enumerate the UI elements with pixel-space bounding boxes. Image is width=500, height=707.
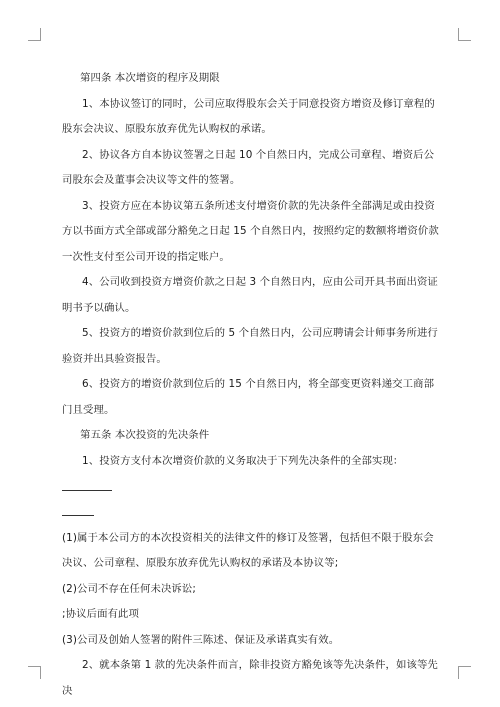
article4-item-3: 3、投资方应在本协议第五条所述支付增资价款的先决条件全部满足或由投资方以书面方式全部或部分豁免之日起 15 个自然日内，按照约定的数额将增资价款一次性支付至公司开设的指定账户。 xyxy=(62,199,439,263)
condition-2: (2)公司不存在任何未决诉讼; xyxy=(62,582,197,595)
document-body xyxy=(62,66,440,704)
article4-item-1: 1、本协议签订的同时，公司应取得股东会关于同意投资方增资及修订章程的股东会决议、原股东放弃优先认购权的承诺。 xyxy=(62,97,435,135)
condition-3: (3)公司及创始人签署的附件三陈述、保证及承诺真实有效。 xyxy=(62,633,340,646)
condition-1: (1)属于本公司方的本次投资相关的法律文件的修订及签署，包括但不限于股东会决议、公司章程、原股东放弃优先认购权的承诺及本协议等; xyxy=(62,531,434,569)
crop-mark-bottom-right xyxy=(458,666,471,679)
fill-in-blank xyxy=(62,478,112,491)
article4-item-5: 5、投资方的增资价款到位后的 5 个自然日内，公司应聘请会计师事务所进行验资并出具验资报告。 xyxy=(62,327,438,365)
article4-heading: 第四条 本次增资的程序及期限 xyxy=(80,72,220,84)
crop-mark-bottom-left xyxy=(28,666,41,679)
article5-intro xyxy=(62,449,440,500)
condition-note: ;协议后面有此项 xyxy=(62,608,140,620)
article5-intro-text: 1、投资方支付本次增资价款的义务取决于下列先决条件的全部实现： xyxy=(82,454,404,467)
article4-item-4: 4、公司收到投资方增资价款之日起 3 个自然日内，应由公司开具书面出资证明书予以确认。 xyxy=(62,276,438,314)
article5-heading: 第五条 本次投资的先决条件 xyxy=(80,429,210,441)
crop-mark-top-right xyxy=(458,28,471,41)
crop-mark-top-left xyxy=(28,28,41,41)
article5-item-2: 2、就本条第 1 款的先决条件而言，除非投资方豁免该等先决条件，如该等先决 xyxy=(62,659,438,697)
article4-item-2: 2、协议各方自本协议签署之日起 10 个自然日内，完成公司章程、增资后公司股东会及董事会决议等文件的签署。 xyxy=(62,148,435,186)
fill-in-blank-continued xyxy=(62,500,94,516)
article4-item-6: 6、投资方的增资价款到位后的 15 个自然日内，将全部变更资料递交工商部门且受理。 xyxy=(62,378,435,416)
